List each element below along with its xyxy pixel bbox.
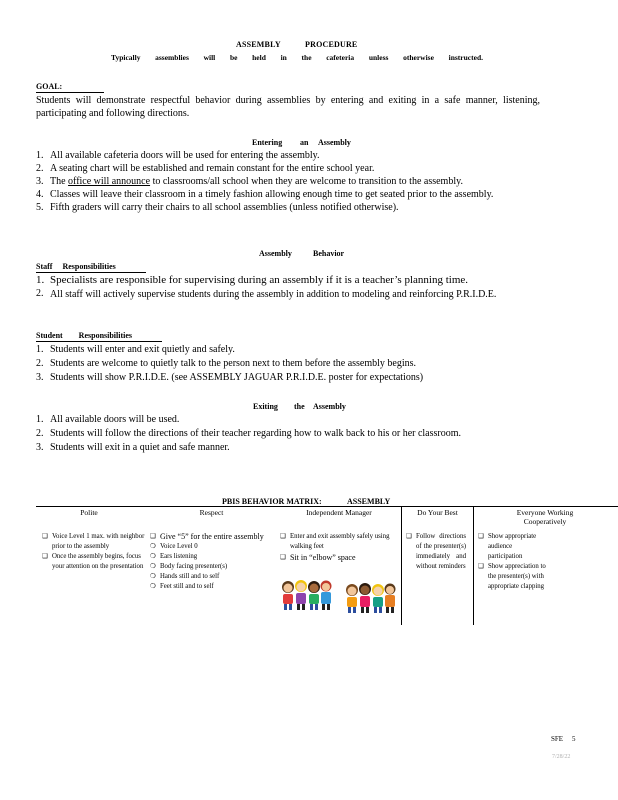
exiting-item: 2. Students will follow the directions of their teacher regarding how to walk back to his or her classroom. xyxy=(36,428,462,439)
matrix-item: ❍ Body facing presenter(s) xyxy=(150,563,228,570)
footer-code: SFE xyxy=(551,735,564,743)
respect-cell xyxy=(150,531,278,592)
matrix-item: ❑ Show appropriate audience participation xyxy=(478,533,537,560)
behavior-heading-1: Assembly xyxy=(259,249,292,258)
matrix-col-best xyxy=(402,507,473,627)
matrix-header-best: Do Your Best xyxy=(417,508,458,517)
children-illustration-icon xyxy=(280,577,332,611)
entering-item: 3. The office will announce to classrooms/all school when they are welcome to transition to the assembly. xyxy=(36,176,463,187)
staff-list xyxy=(36,274,540,301)
staff-responsibilities-label: Staff Responsibilities xyxy=(36,262,116,271)
exiting-heading-1: Exiting xyxy=(253,402,278,411)
office-announce-text: office will announce xyxy=(68,176,151,187)
behavior-matrix xyxy=(36,507,618,627)
exiting-item: 1. All available doors will be used. xyxy=(36,414,180,425)
matrix-item: ❑ Follow directions of the presenter(s) immediately and without reminders xyxy=(406,533,466,570)
matrix-header-manager: Independent Manager xyxy=(306,508,372,517)
matrix-col-everyone xyxy=(474,507,616,627)
staff-item: 1. Specialists are responsible for supervising during an assembly if it is a teacher’s planning time. xyxy=(36,274,469,286)
matrix-item: ❑ Show appreciation to the presenter(s) with appropriate clapping xyxy=(478,563,546,590)
entering-heading-3: Assembly xyxy=(318,138,351,147)
matrix-item: ❑ Give “5” for the entire assembly xyxy=(150,532,264,541)
student-list xyxy=(36,343,542,384)
subtitle: Typically assemblies will be held in the cafeteria unless otherwise instructed. xyxy=(111,53,483,62)
entering-list xyxy=(36,149,542,214)
title-assembly: ASSEMBLY xyxy=(236,40,281,49)
behavior-heading-2: Behavior xyxy=(313,249,345,258)
best-cell xyxy=(406,532,466,572)
checkbox-icon: ❑ xyxy=(42,533,48,540)
checkbox-icon: ❑ xyxy=(478,533,484,540)
polite-cell xyxy=(42,532,148,572)
matrix-header-polite: Polite xyxy=(80,508,98,517)
circle-icon: ❍ xyxy=(150,573,156,580)
manager-cell xyxy=(280,532,396,563)
student-responsibilities-label: Student Responsibilities xyxy=(36,331,133,340)
footer-date: 7/28/22 xyxy=(552,754,571,760)
circle-icon: ❍ xyxy=(150,583,156,590)
student-item: 2. Students are welcome to quietly talk to the person next to them before the assembly begins. xyxy=(36,358,417,369)
circle-icon: ❍ xyxy=(150,563,156,570)
page-number: 5 xyxy=(572,735,576,743)
exiting-heading-2: the xyxy=(294,402,305,411)
checkbox-icon: ❑ xyxy=(42,553,48,560)
entering-item: 1. All available cafeteria doors will be used for entering the assembly. xyxy=(36,150,320,161)
matrix-item: ❍ Voice Level 0 xyxy=(150,543,198,550)
goal-label: GOAL: xyxy=(36,82,63,91)
matrix-title-assembly: ASSEMBLY xyxy=(347,497,391,506)
goal-underline xyxy=(36,92,104,93)
exiting-list xyxy=(36,413,542,454)
matrix-header-respect: Respect xyxy=(199,508,224,517)
matrix-col-polite xyxy=(36,507,145,627)
matrix-title: PBIS BEHAVIOR MATRIX: xyxy=(222,497,322,506)
matrix-item: ❑ Once the assembly begins, focus your attention on the presentation xyxy=(42,553,144,570)
staff-underline xyxy=(36,272,146,273)
exiting-heading-3: Assembly xyxy=(313,402,346,411)
checkbox-icon: ❑ xyxy=(280,533,286,540)
matrix-header-everyone: Everyone Working Cooperatively xyxy=(516,508,574,526)
matrix-item: ❍ Ears listening xyxy=(150,553,198,560)
entering-item: 2. A seating chart will be established and remain constant for the entire school year. xyxy=(36,163,375,174)
matrix-item: ❑ Voice Level 1 max. with neighbor prior to the assembly xyxy=(42,533,145,550)
entering-item: 5. Fifth graders will carry their chairs to all school assemblies (unless notified otherwise). xyxy=(36,202,399,213)
checkbox-icon: ❑ xyxy=(478,563,484,570)
checkbox-icon: ❑ xyxy=(280,554,286,561)
matrix-item: ❍ Feet still and to self xyxy=(150,583,214,590)
matrix-item: ❑ Sit in “elbow” space xyxy=(280,553,356,562)
student-item: 3. Students will show P.R.I.D.E. (see ASSEMBLY JAGUAR P.R.I.D.E. poster for expectations) xyxy=(36,372,424,383)
checkbox-icon: ❑ xyxy=(406,533,412,540)
everyone-cell xyxy=(478,532,546,592)
matrix-item: ❑ Enter and exit assembly safely using walking feet xyxy=(280,533,390,550)
matrix-item: ❍ Hands still and to self xyxy=(150,573,220,580)
children-illustration-icon xyxy=(344,580,396,614)
goal-text: Students will demonstrate respectful behavior during assemblies by entering and exiting in a safe manner, listening, participating and following directions. xyxy=(36,95,540,119)
matrix-col-respect xyxy=(144,507,279,627)
entering-heading-2: an xyxy=(300,138,309,147)
student-underline xyxy=(36,341,162,342)
checkbox-icon: ❑ xyxy=(150,533,156,540)
entering-heading-1: Entering xyxy=(252,138,283,147)
circle-icon: ❍ xyxy=(150,553,156,560)
title-procedure: PROCEDURE xyxy=(305,40,358,49)
circle-icon: ❍ xyxy=(150,543,156,550)
exiting-item: 3. Students will exit in a quiet and safe manner. xyxy=(36,442,230,453)
entering-item: 4. Classes will leave their classroom in a timely fashion allowing enough time to get seated prior to the assembly. xyxy=(36,189,494,200)
student-item: 1. Students will enter and exit quietly and safely. xyxy=(36,344,235,355)
staff-item: 2. All staff will actively supervise students during the assembly in addition to modeling and reinforcing P.R.I.D.E. xyxy=(36,288,497,300)
matrix-col-manager xyxy=(278,507,400,627)
